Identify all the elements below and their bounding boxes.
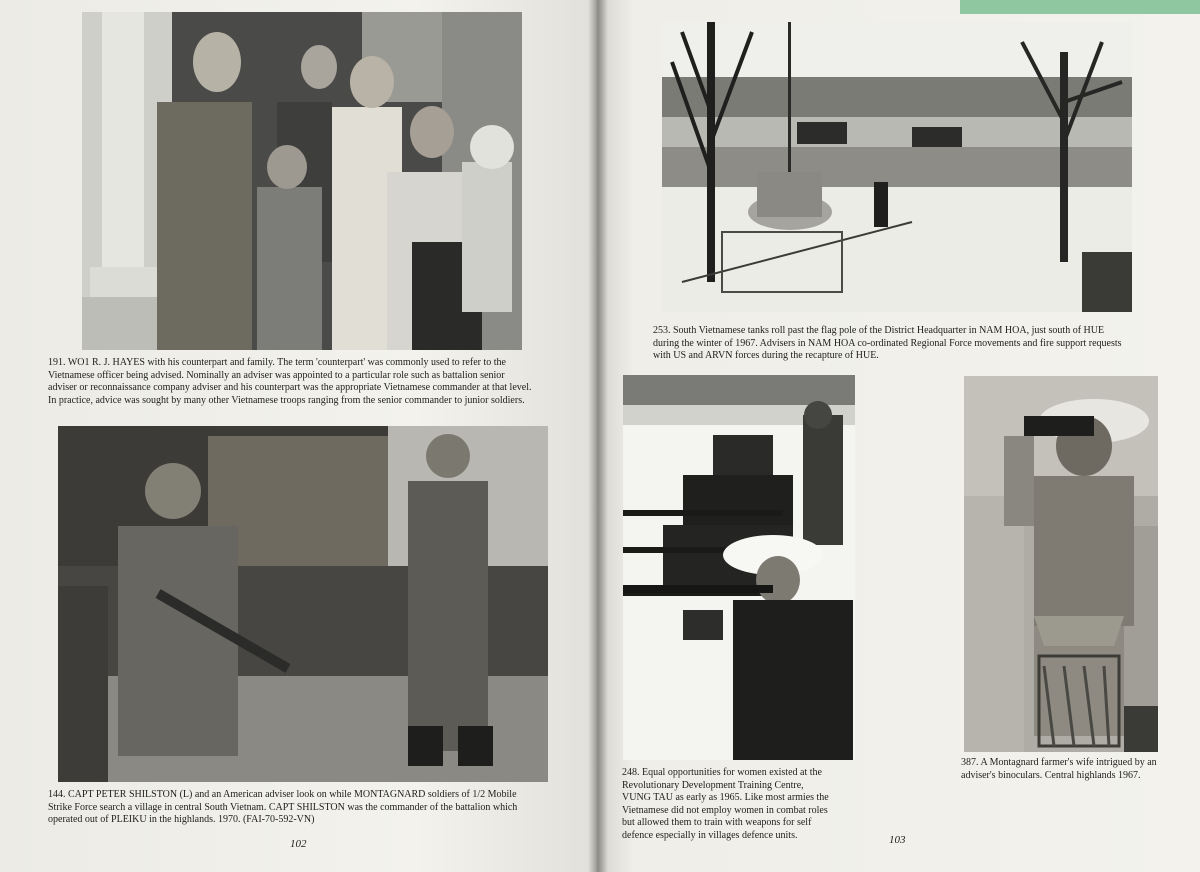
caption-253	[653, 325, 1193, 363]
caption-line: 387. A Montagnard farmer's wife intrigued by an	[961, 757, 1157, 768]
caption-191	[48, 357, 568, 407]
caption-line: 253. South Vietnamese tanks roll past the flag pole of the District Headquarter in NAM HOA, just south of HUE	[653, 325, 1105, 336]
caption-line: Revolutionary Development Training Centre,	[622, 779, 804, 791]
caption-line: but allowed them to train with weapons for self	[622, 817, 812, 828]
book-gutter	[588, 0, 608, 872]
caption-line: 248. Equal opportunities for women existed at the	[622, 767, 822, 778]
photo-soldiers-village	[58, 426, 548, 782]
caption-line: Vietnamese officer being advised. Nominally an adviser was appointed to a particular role such as battalion senior	[48, 369, 505, 381]
caption-248	[622, 767, 882, 842]
caption-line: In practice, advice was sought by many other Vietnamese troops ranging from the senior commander to junior soldiers.	[48, 394, 525, 406]
caption-387	[961, 757, 1196, 782]
caption-line: defence especially in villages defence units.	[622, 829, 798, 841]
caption-line: operated out of PLEIKU in the highlands. 1970. (FAI-70-592-VN)	[48, 814, 315, 825]
page-number-right: 103	[889, 834, 906, 846]
caption-line: with US and ARVN forces during the recapture of HUE.	[653, 350, 879, 361]
page-right	[597, 0, 1200, 872]
caption-line: Strike Force search a village in central South Vietnam. CAPT SHILSTON was the commander of the battalion which	[48, 801, 518, 813]
caption-line: Vietnamese did not employ women in combat roles	[622, 804, 828, 816]
caption-line: 144. CAPT PETER SHILSTON (L) and an American adviser look on while MONTAGNARD soldiers of 1/2 Mobile	[48, 789, 517, 800]
caption-144	[48, 789, 568, 827]
caption-line: adviser or reconnaissance company adviser and his counterpart was the appropriate Vietnamese commander at that level.	[48, 382, 532, 393]
photo-tanks-flagpole	[662, 22, 1132, 312]
photo-family-group	[82, 12, 522, 350]
caption-line: 191. WO1 R. J. HAYES with his counterpart and family. The term 'counterpart' was commonly used to refer to the	[48, 357, 506, 368]
page-left	[0, 0, 597, 872]
caption-line: VUNG TAU as early as 1965. Like most armies the	[622, 792, 829, 803]
photo-women-rifle-training	[623, 375, 855, 760]
photo-woman-binoculars	[964, 376, 1158, 752]
caption-line: during the winter of 1967. Advisers in NAM HOA co-ordinated Regional Force movements and fire support requests	[653, 337, 1122, 349]
page-number-left: 102	[290, 838, 307, 850]
tape-strip	[960, 0, 1200, 14]
caption-line: adviser's binoculars. Central highlands 1967.	[961, 769, 1141, 781]
